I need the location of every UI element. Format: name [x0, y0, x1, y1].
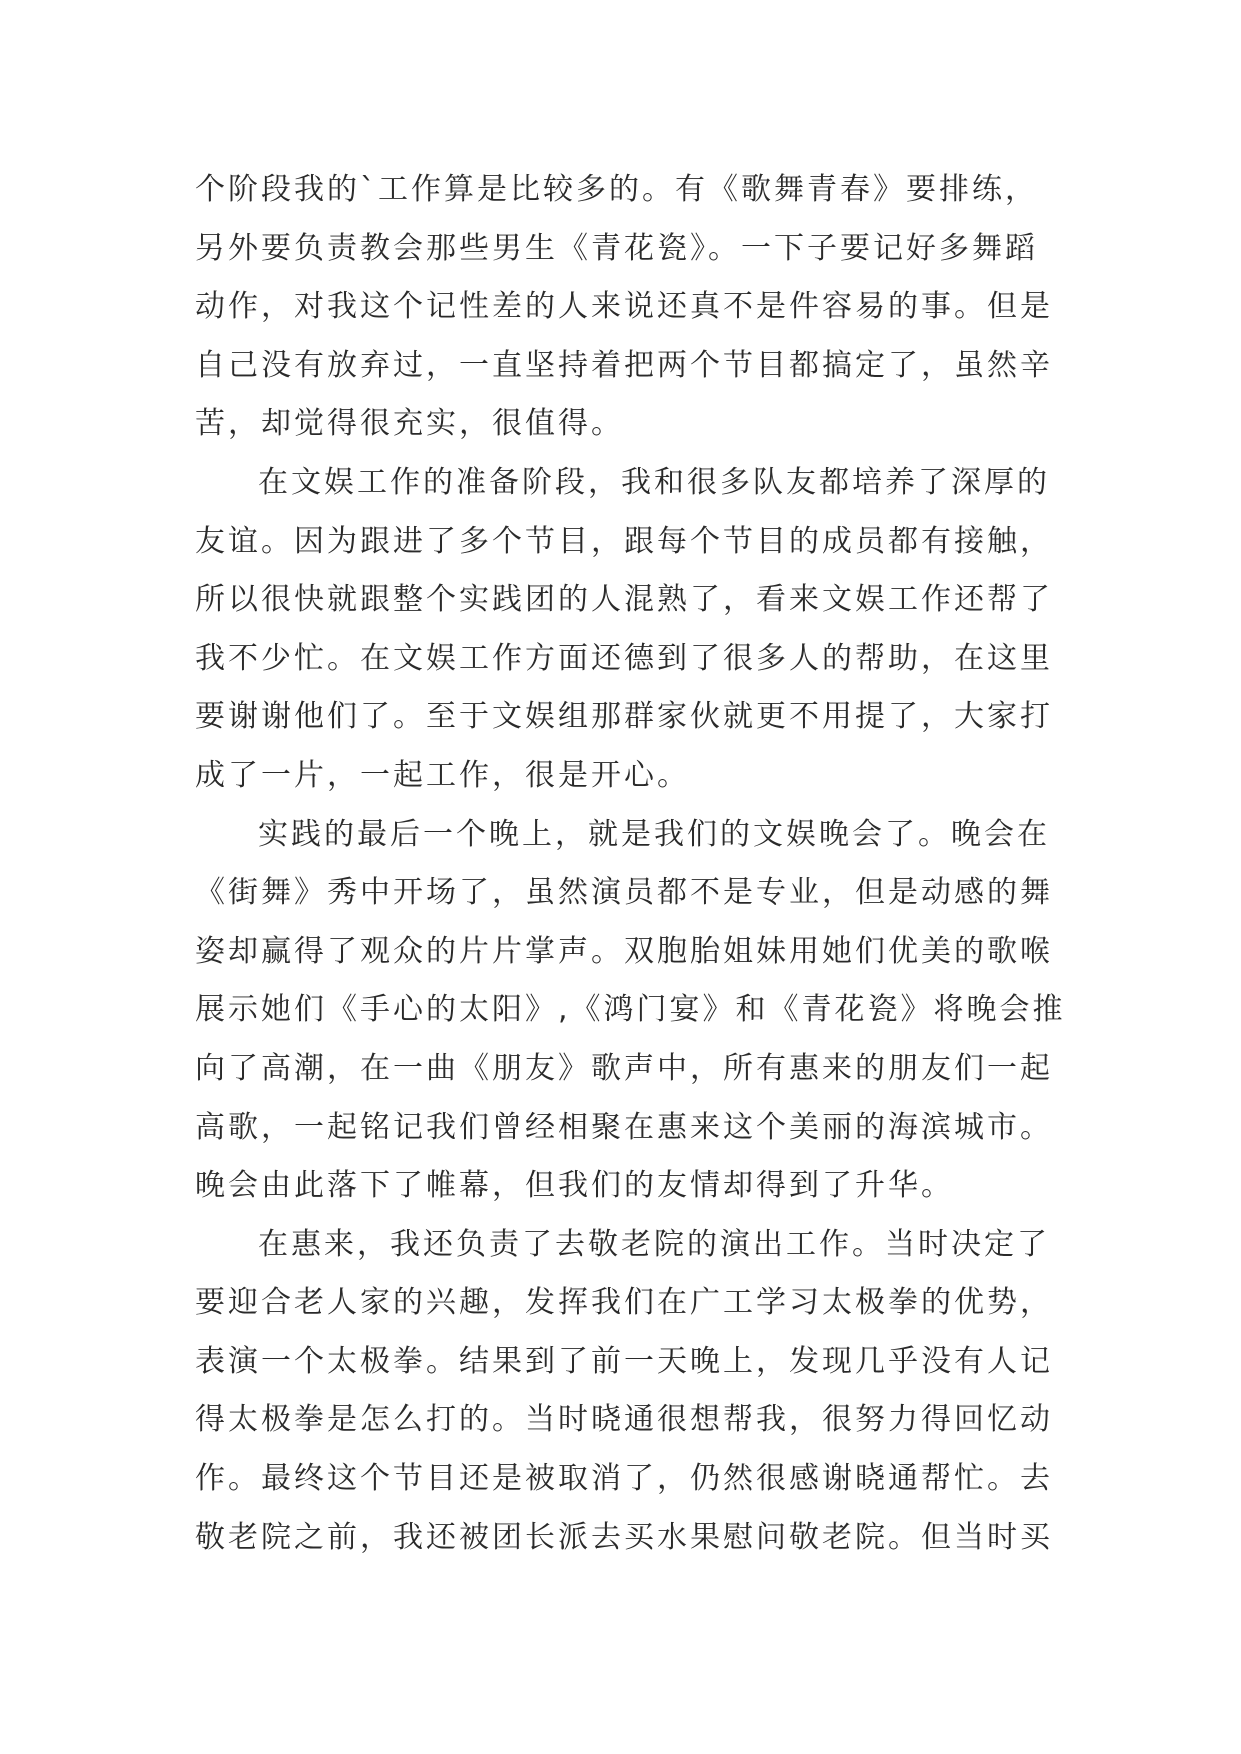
text-line: 苦，却觉得很充实，很值得。 — [195, 406, 624, 442]
body-text — [195, 161, 1066, 1567]
text-line: 个阶段我的`工作算是比较多的。有《歌舞青春》要排练， — [195, 172, 1038, 207]
text-line: 友谊。因为跟进了多个节目，跟每个节目的成员都有接触， — [195, 523, 1053, 559]
text-line: 所以很快就跟整个实践团的人混熟了，看来文娱工作还帮了 — [195, 582, 1053, 618]
text-line: 《街舞》秀中开场了，虽然演员都不是专业，但是动感的舞 — [195, 875, 1053, 911]
text-line: 敬老院之前，我还被团长派去买水果慰问敬老院。但当时买 — [195, 1519, 1053, 1555]
text-line: 晚会由此落下了帷幕，但我们的友情却得到了升华。 — [195, 1168, 954, 1204]
text-line: 向了高潮，在一曲《朋友》歌声中，所有惠来的朋友们一起 — [195, 1050, 1053, 1086]
text-line: 要谢谢他们了。至于文娱组那群家伙就更不用提了，大家打 — [195, 699, 1053, 735]
text-line: 要迎合老人家的兴趣，发挥我们在广工学习太极拳的优势， — [195, 1285, 1053, 1321]
text-line: 高歌，一起铭记我们曾经相聚在惠来这个美丽的海滨城市。 — [195, 1109, 1053, 1145]
paragraph-start-line: 在惠来，我还负责了去敬老院的演出工作。当时决定了 — [258, 1226, 1050, 1262]
text-line: 成了一片，一起工作，很是开心。 — [195, 757, 690, 793]
text-line: 自己没有放弃过，一直坚持着把两个节目都搞定了，虽然辛 — [195, 347, 1053, 383]
text-line: 姿却赢得了观众的片片掌声。双胞胎姐妹用她们优美的歌喉 — [195, 933, 1053, 969]
text-line: 动作，对我这个记性差的人来说还真不是件容易的事。但是 — [195, 289, 1053, 325]
text-line: 另外要负责教会那些男生《青花瓷》。一下子要记好多舞蹈 — [195, 230, 1038, 266]
text-line: 作。最终这个节目还是被取消了，仍然很感谢晓通帮忙。去 — [195, 1461, 1053, 1497]
text-line: 我不少忙。在文娱工作方面还德到了很多人的帮助，在这里 — [195, 640, 1053, 676]
text-line: 表演一个太极拳。结果到了前一天晚上，发现几乎没有人记 — [195, 1343, 1053, 1379]
paragraph-start-line: 在文娱工作的准备阶段，我和很多队友都培养了深厚的 — [258, 464, 1050, 500]
paragraph-start-line: 实践的最后一个晚上，就是我们的文娱晚会了。晚会在 — [258, 816, 1050, 852]
text-line: 得太极拳是怎么打的。当时晓通很想帮我，很努力得回忆动 — [195, 1402, 1053, 1438]
text-line: 展示她们《手心的太阳》,《鸿门宴》和《青花瓷》将晚会推 — [195, 992, 1066, 1028]
